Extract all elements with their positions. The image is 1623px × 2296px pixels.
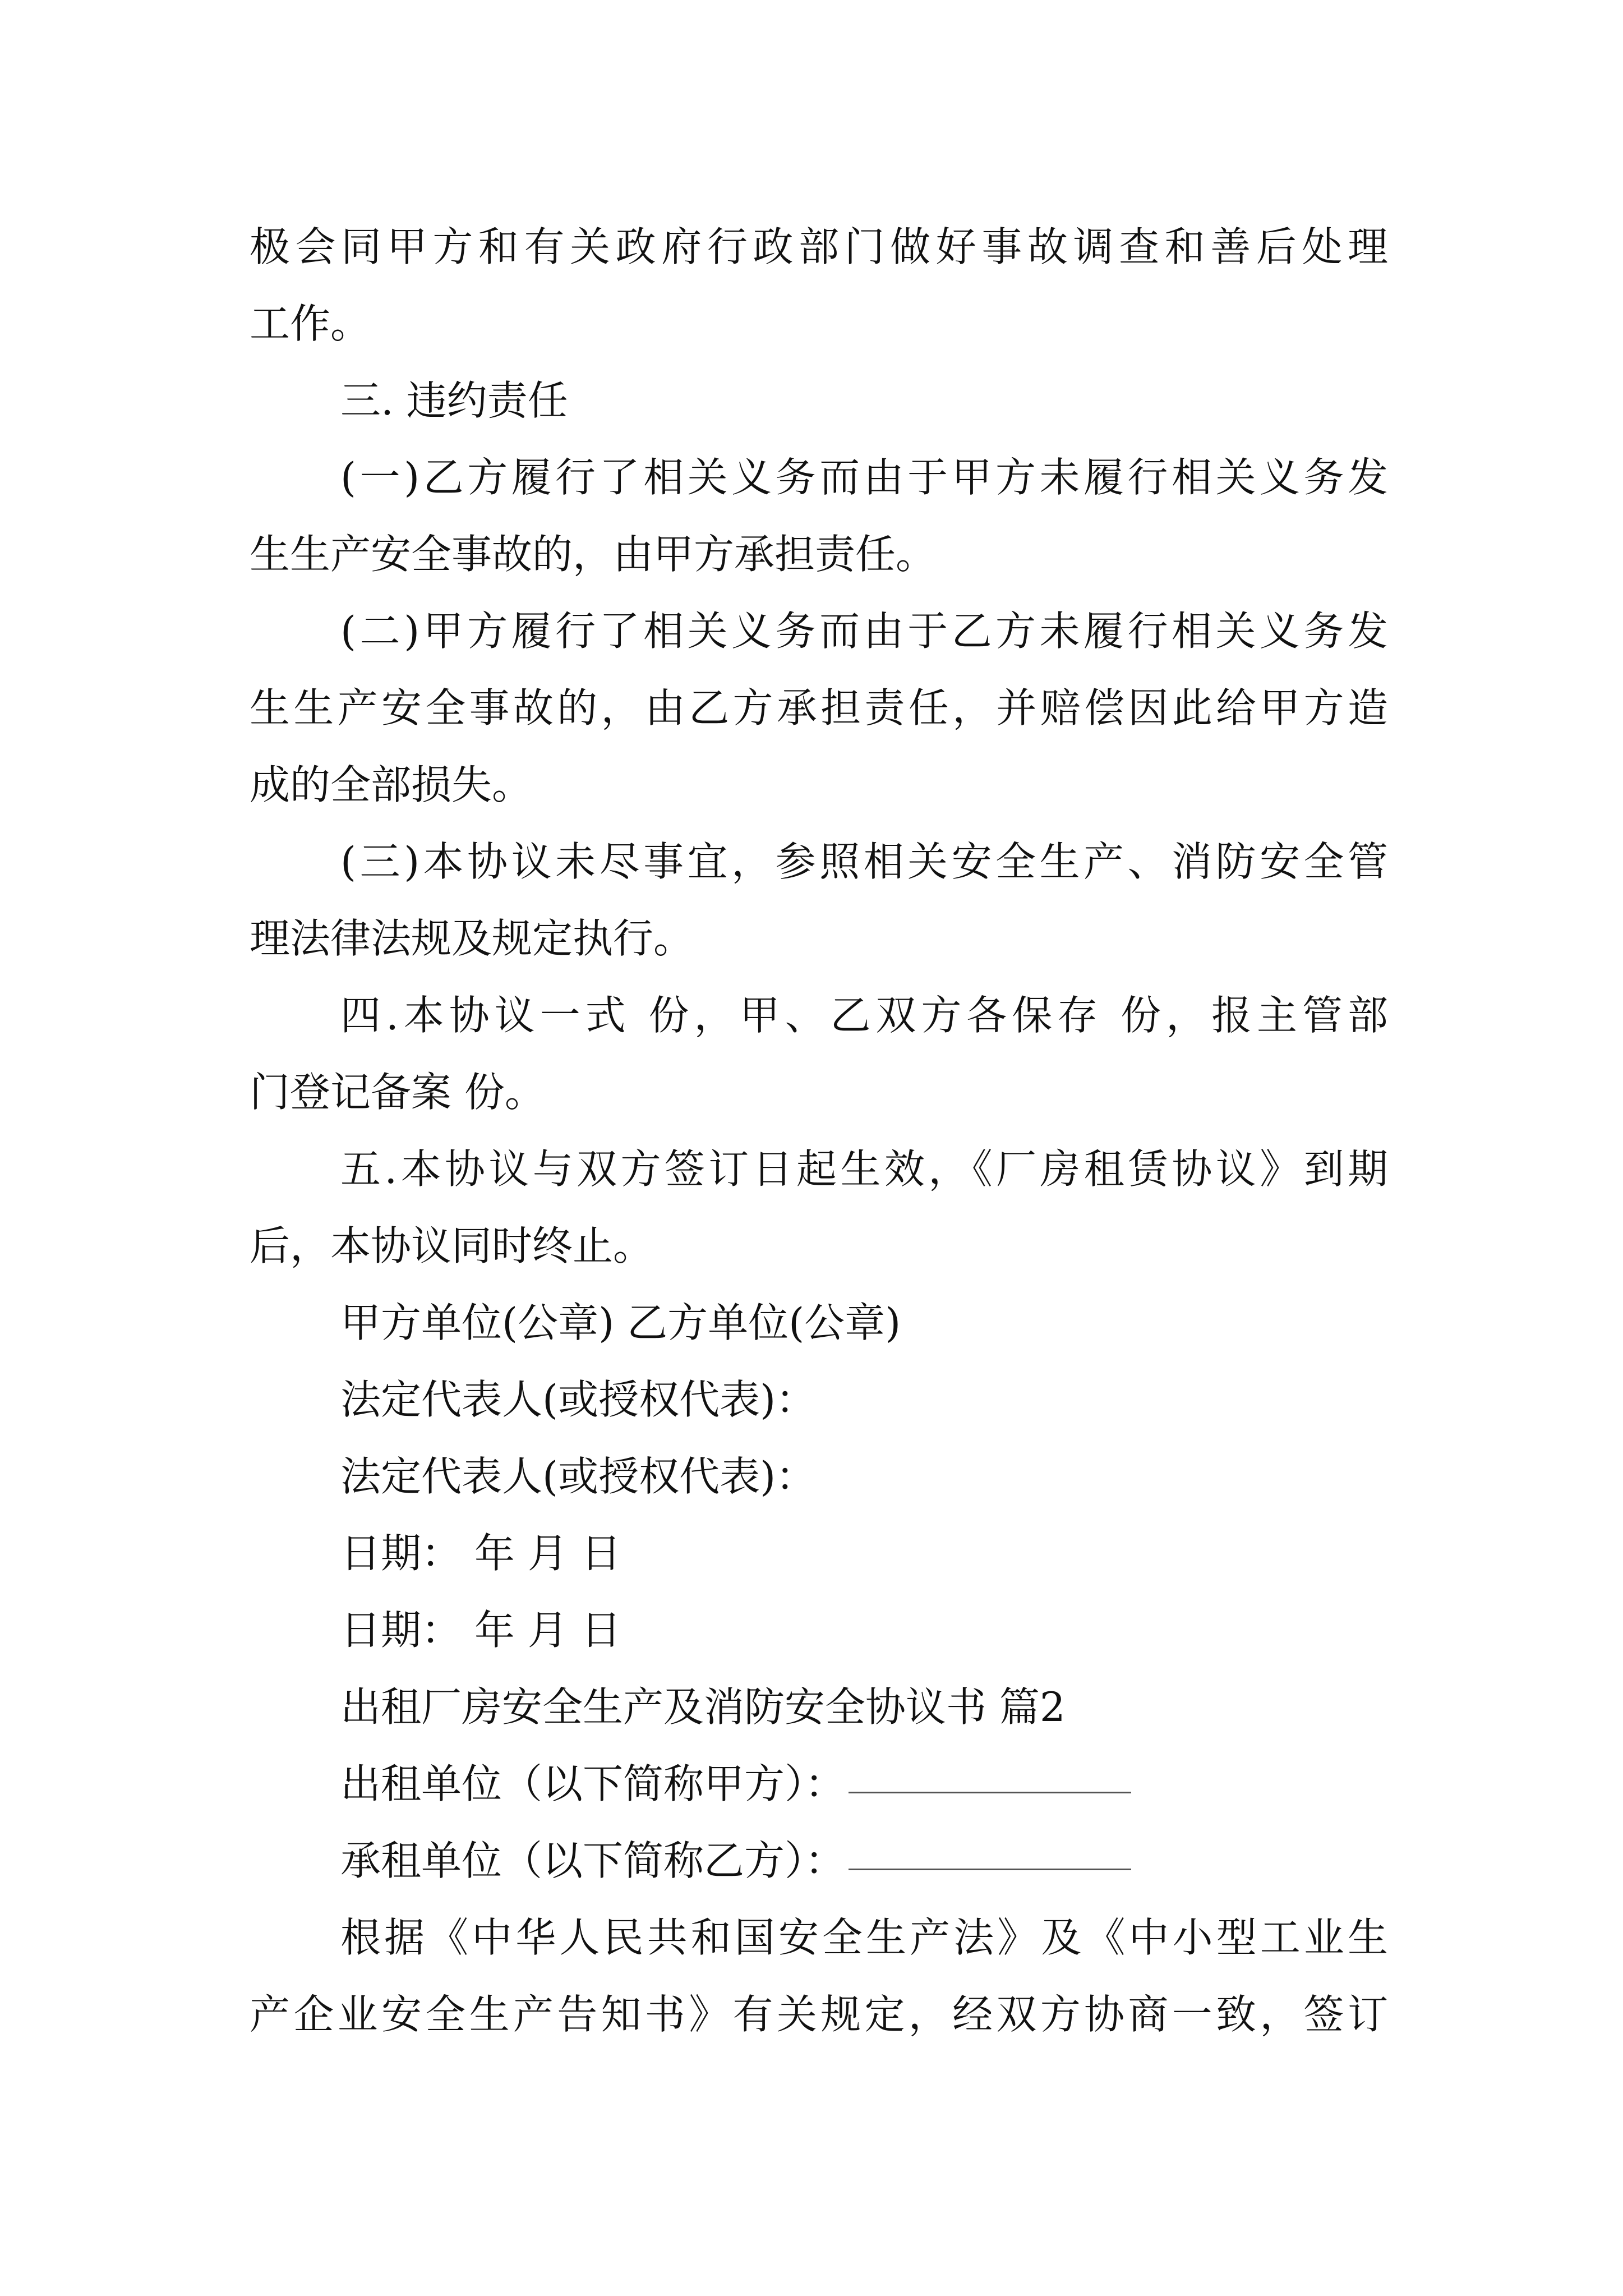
section-heading: 三. 违约责任 [340,377,568,424]
text-line: 理法律法规及规定执行。 [250,915,694,962]
text-line: 后，本协议同时终止。 [250,1222,654,1269]
signature-line: 甲方单位(公章) 乙方单位(公章) [340,1299,901,1346]
document-body [250,209,1388,2053]
form-field-line [250,1746,1388,1823]
text-line: 门登记备案 份。 [250,1069,545,1116]
text-line: 五.本协议与双方签订日起生效，《厂房租赁协议》到期 [340,1145,1388,1193]
fill-blank-underline [849,1789,1131,1793]
date-line: 日期： 年 月 日 [340,1607,621,1654]
signature-line: 法定代表人(或授权代表)： [340,1453,817,1500]
signature-line: 法定代表人(或授权代表)： [340,1376,817,1423]
form-field-label: 承租单位（以下简称乙方）： [340,1837,846,1884]
text-line: 四.本协议一式 份，甲、乙双方各保存 份，报主管部 [340,992,1388,1039]
text-line: (二)甲方履行了相关义务而由于乙方未履行相关义务发 [340,608,1388,655]
text-line: 成的全部损失。 [250,761,533,808]
text-line: (一)乙方履行了相关义务而由于甲方未履行相关义务发 [340,454,1388,501]
text-line: 生生产安全事故的，由乙方承担责任，并赔偿因此给甲方造 [250,684,1388,731]
form-field-line [250,1823,1388,1899]
document-subtitle: 出租厂房安全生产及消防安全协议书 篇2 [340,1683,1066,1731]
text-line: 工作。 [250,300,371,347]
text-line: (三)本协议未尽事宜，参照相关安全生产、消防安全管 [340,838,1388,885]
text-line: 极会同甲方和有关政府行政部门做好事故调查和善后处理 [250,223,1388,270]
form-field-label: 出租单位（以下简称甲方）： [340,1760,846,1807]
text-line: 产企业安全生产告知书》有关规定，经双方协商一致，签订 [250,1991,1388,2038]
date-line: 日期： 年 月 日 [340,1530,621,1577]
fill-blank-underline [849,1866,1131,1870]
text-line: 根据《中华人民共和国安全生产法》及《中小型工业生 [340,1914,1388,1961]
text-line: 生生产安全事故的，由甲方承担责任。 [250,531,937,578]
